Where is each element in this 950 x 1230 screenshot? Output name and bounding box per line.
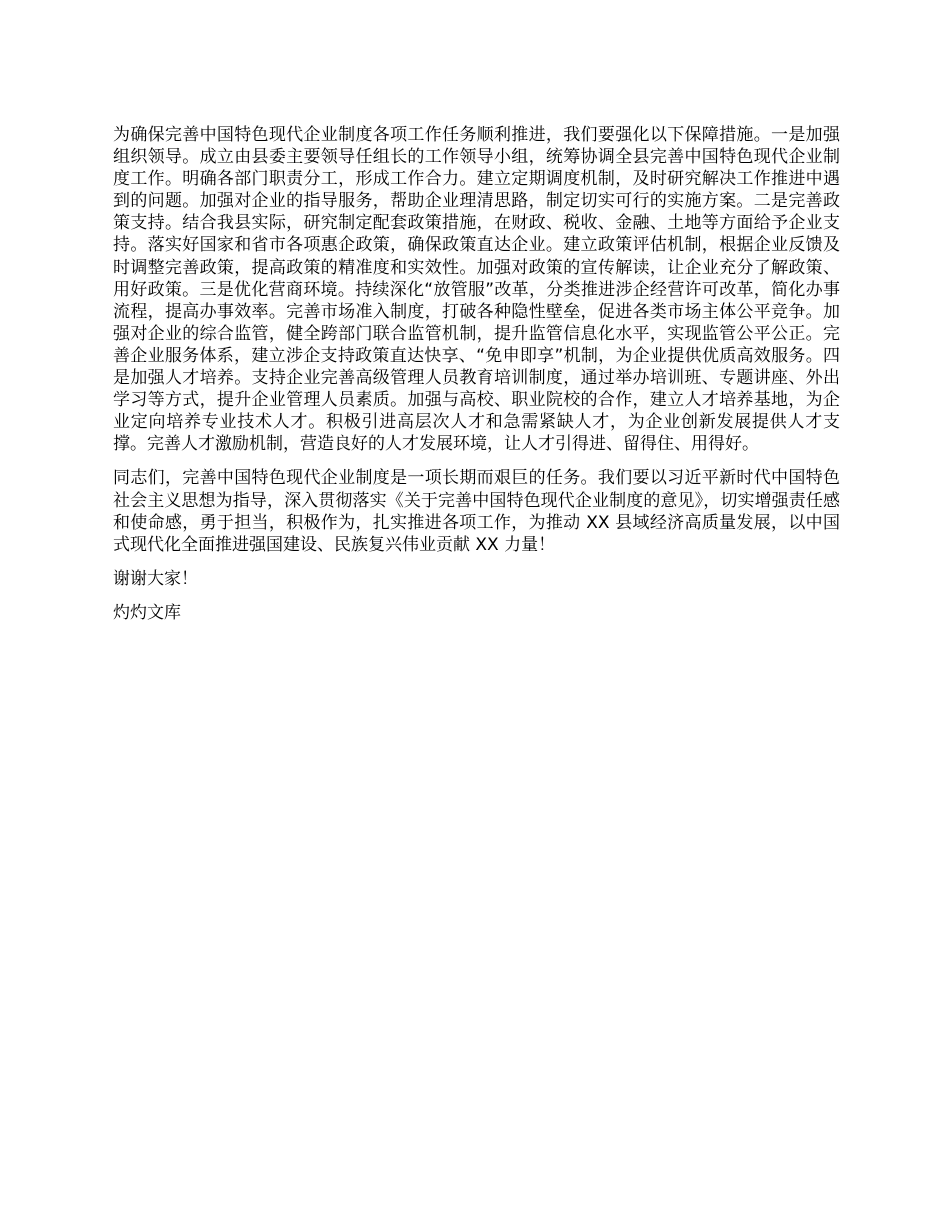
closing-thanks: 谢谢大家！	[113, 568, 198, 589]
body-paragraph-conclusion: 同志们，完善中国特色现代企业制度是一项长期而艰巨的任务。我们要以习近平新时代中国特色社会主义思想为指导，深入贯彻落实《关于完善中国特色现代企业制度的意见》，切实增强责任感和使命感，勇于担当，积极作为，扎实推进各项工作，为推动 XX 县域经济高质量发展，以中国式现代化全面推进强国建设、民族复兴伟业贡献 XX 力量！	[113, 468, 840, 555]
document-page	[113, 124, 840, 636]
body-paragraph-safeguards: 为确保完善中国特色现代企业制度各项工作任务顺利推进，我们要强化以下保障措施。一是加强组织领导。成立由县委主要领导任组长的工作领导小组，统筹协调全县完善中国特色现代企业制度工作。明确各部门职责分工，形成工作合力。建立定期调度机制，及时研究解决工作推进中遇到的问题。加强对企业的指导服务，帮助企业理清思路，制定切实可行的实施方案。二是完善政策支持。结合我县实际，研究制定配套政策措施，在财政、税收、金融、土地等方面给予企业支持。落实好国家和省市各项惠企政策，确保政策直达企业。建立政策评估机制，根据企业反馈及时调整完善政策，提高政策的精准度和实效性。加强对政策的宣传解读，让企业充分了解政策、用好政策。三是优化营商环境。持续深化“放管服”改革，分类推进涉企经营许可改革，简化办事流程，提高办事效率。完善市场准入制度，打破各种隐性壁垒，促进各类市场主体公平竞争。加强对企业的综合监管，健全跨部门联合监管机制，提升监管信息化水平，实现监管公平公正。完善企业服务体系，建立涉企支持政策直达快享、“免申即享”机制，为企业提供优质高效服务。四是加强人才培养。支持企业完善高级管理人员教育培训制度，通过举办培训班、专题讲座、外出学习等方式，提升企业管理人员素质。加强与高校、职业院校的合作，建立人才培养基地，为企业定向培养专业技术人才。积极引进高层次人才和急需紧缺人才，为企业创新发展提供人才支撑。完善人才激励机制，营造良好的人才发展环境，让人才引得进、留得住、用得好。	[113, 125, 840, 455]
source-label: 灼灼文库	[113, 602, 181, 623]
